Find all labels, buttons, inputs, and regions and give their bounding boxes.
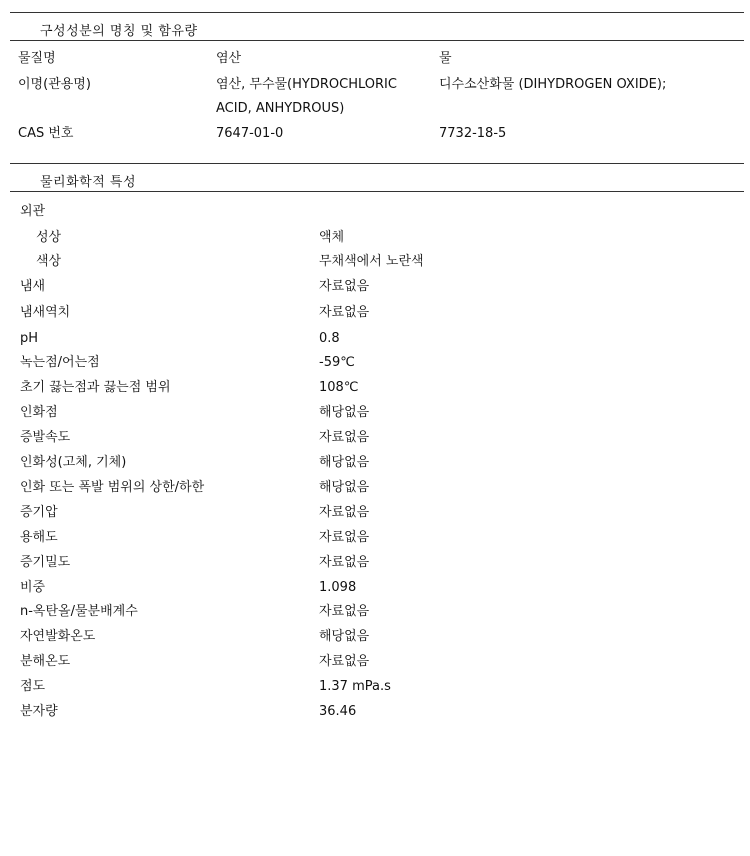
property-value: 액체 — [319, 230, 345, 245]
alias-water: 디수소산화물 (DIHYDROGEN OXIDE); — [439, 77, 667, 92]
property-label: 냄새역치 — [20, 305, 71, 320]
property-value: 해당없음 — [319, 405, 370, 420]
property-value: 무채색에서 노란색 — [319, 254, 424, 269]
property-label: 증기밀도 — [20, 555, 71, 570]
property-value: 자료없음 — [319, 505, 370, 520]
property-label: pH — [20, 331, 39, 346]
alias-label: 이명(관용명) — [18, 77, 91, 92]
property-label: 분자량 — [20, 704, 58, 719]
cas-hcl: 7647-01-0 — [216, 126, 284, 141]
property-label: 색상 — [36, 254, 62, 269]
property-value: 자료없음 — [319, 430, 370, 445]
material-name-label: 물질명 — [18, 51, 56, 66]
property-value: 1.098 — [319, 580, 357, 595]
material-name-hcl: 염산 — [216, 51, 242, 66]
property-label: 비중 — [20, 580, 46, 595]
cas-label: CAS 번호 — [18, 126, 74, 141]
property-value: 36.46 — [319, 704, 357, 719]
property-value: 자료없음 — [319, 279, 370, 294]
property-value: 자료없음 — [319, 654, 370, 669]
alias-hcl-line2: ACID, ANHYDROUS) — [216, 101, 345, 116]
composition-title-divider — [10, 40, 744, 41]
property-value: 1.37 mPa.s — [319, 679, 391, 694]
alias-hcl-line1: 염산, 무수물(HYDROCHLORIC — [216, 77, 397, 92]
property-label: n-옥탄올/물분배계수 — [20, 604, 138, 619]
material-name-water: 물 — [439, 51, 452, 66]
appearance-label: 외관 — [20, 204, 46, 219]
property-label: 인화 또는 폭발 범위의 상한/하한 — [20, 480, 205, 495]
property-value: 해당없음 — [319, 480, 370, 495]
property-label: 점도 — [20, 679, 46, 694]
property-value: 자료없음 — [319, 555, 370, 570]
property-label: 분해온도 — [20, 654, 71, 669]
property-value: 108℃ — [319, 380, 359, 395]
property-value: -59℃ — [319, 355, 355, 370]
property-value: 0.8 — [319, 331, 340, 346]
property-label: 용해도 — [20, 530, 58, 545]
property-label: 인화점 — [20, 405, 58, 420]
properties-section-title: 물리화학적 특성 — [40, 175, 137, 190]
property-label: 녹는점/어는점 — [20, 355, 100, 370]
property-value: 자료없음 — [319, 604, 370, 619]
property-value: 자료없음 — [319, 530, 370, 545]
composition-section-title: 구성성분의 명칭 및 함유량 — [40, 24, 198, 39]
cas-water: 7732-18-5 — [439, 126, 507, 141]
property-label: 증기압 — [20, 505, 58, 520]
property-label: 자연발화온도 — [20, 629, 96, 644]
properties-divider — [10, 163, 744, 164]
top-divider — [10, 12, 744, 13]
property-label: 성상 — [36, 230, 62, 245]
property-value: 해당없음 — [319, 629, 370, 644]
property-value: 자료없음 — [319, 305, 370, 320]
property-label: 증발속도 — [20, 430, 71, 445]
property-label: 인화성(고체, 기체) — [20, 455, 127, 470]
property-label: 초기 끓는점과 끓는점 범위 — [20, 380, 171, 395]
property-value: 해당없음 — [319, 455, 370, 470]
properties-title-divider — [10, 191, 744, 192]
property-label: 냄새 — [20, 279, 46, 294]
